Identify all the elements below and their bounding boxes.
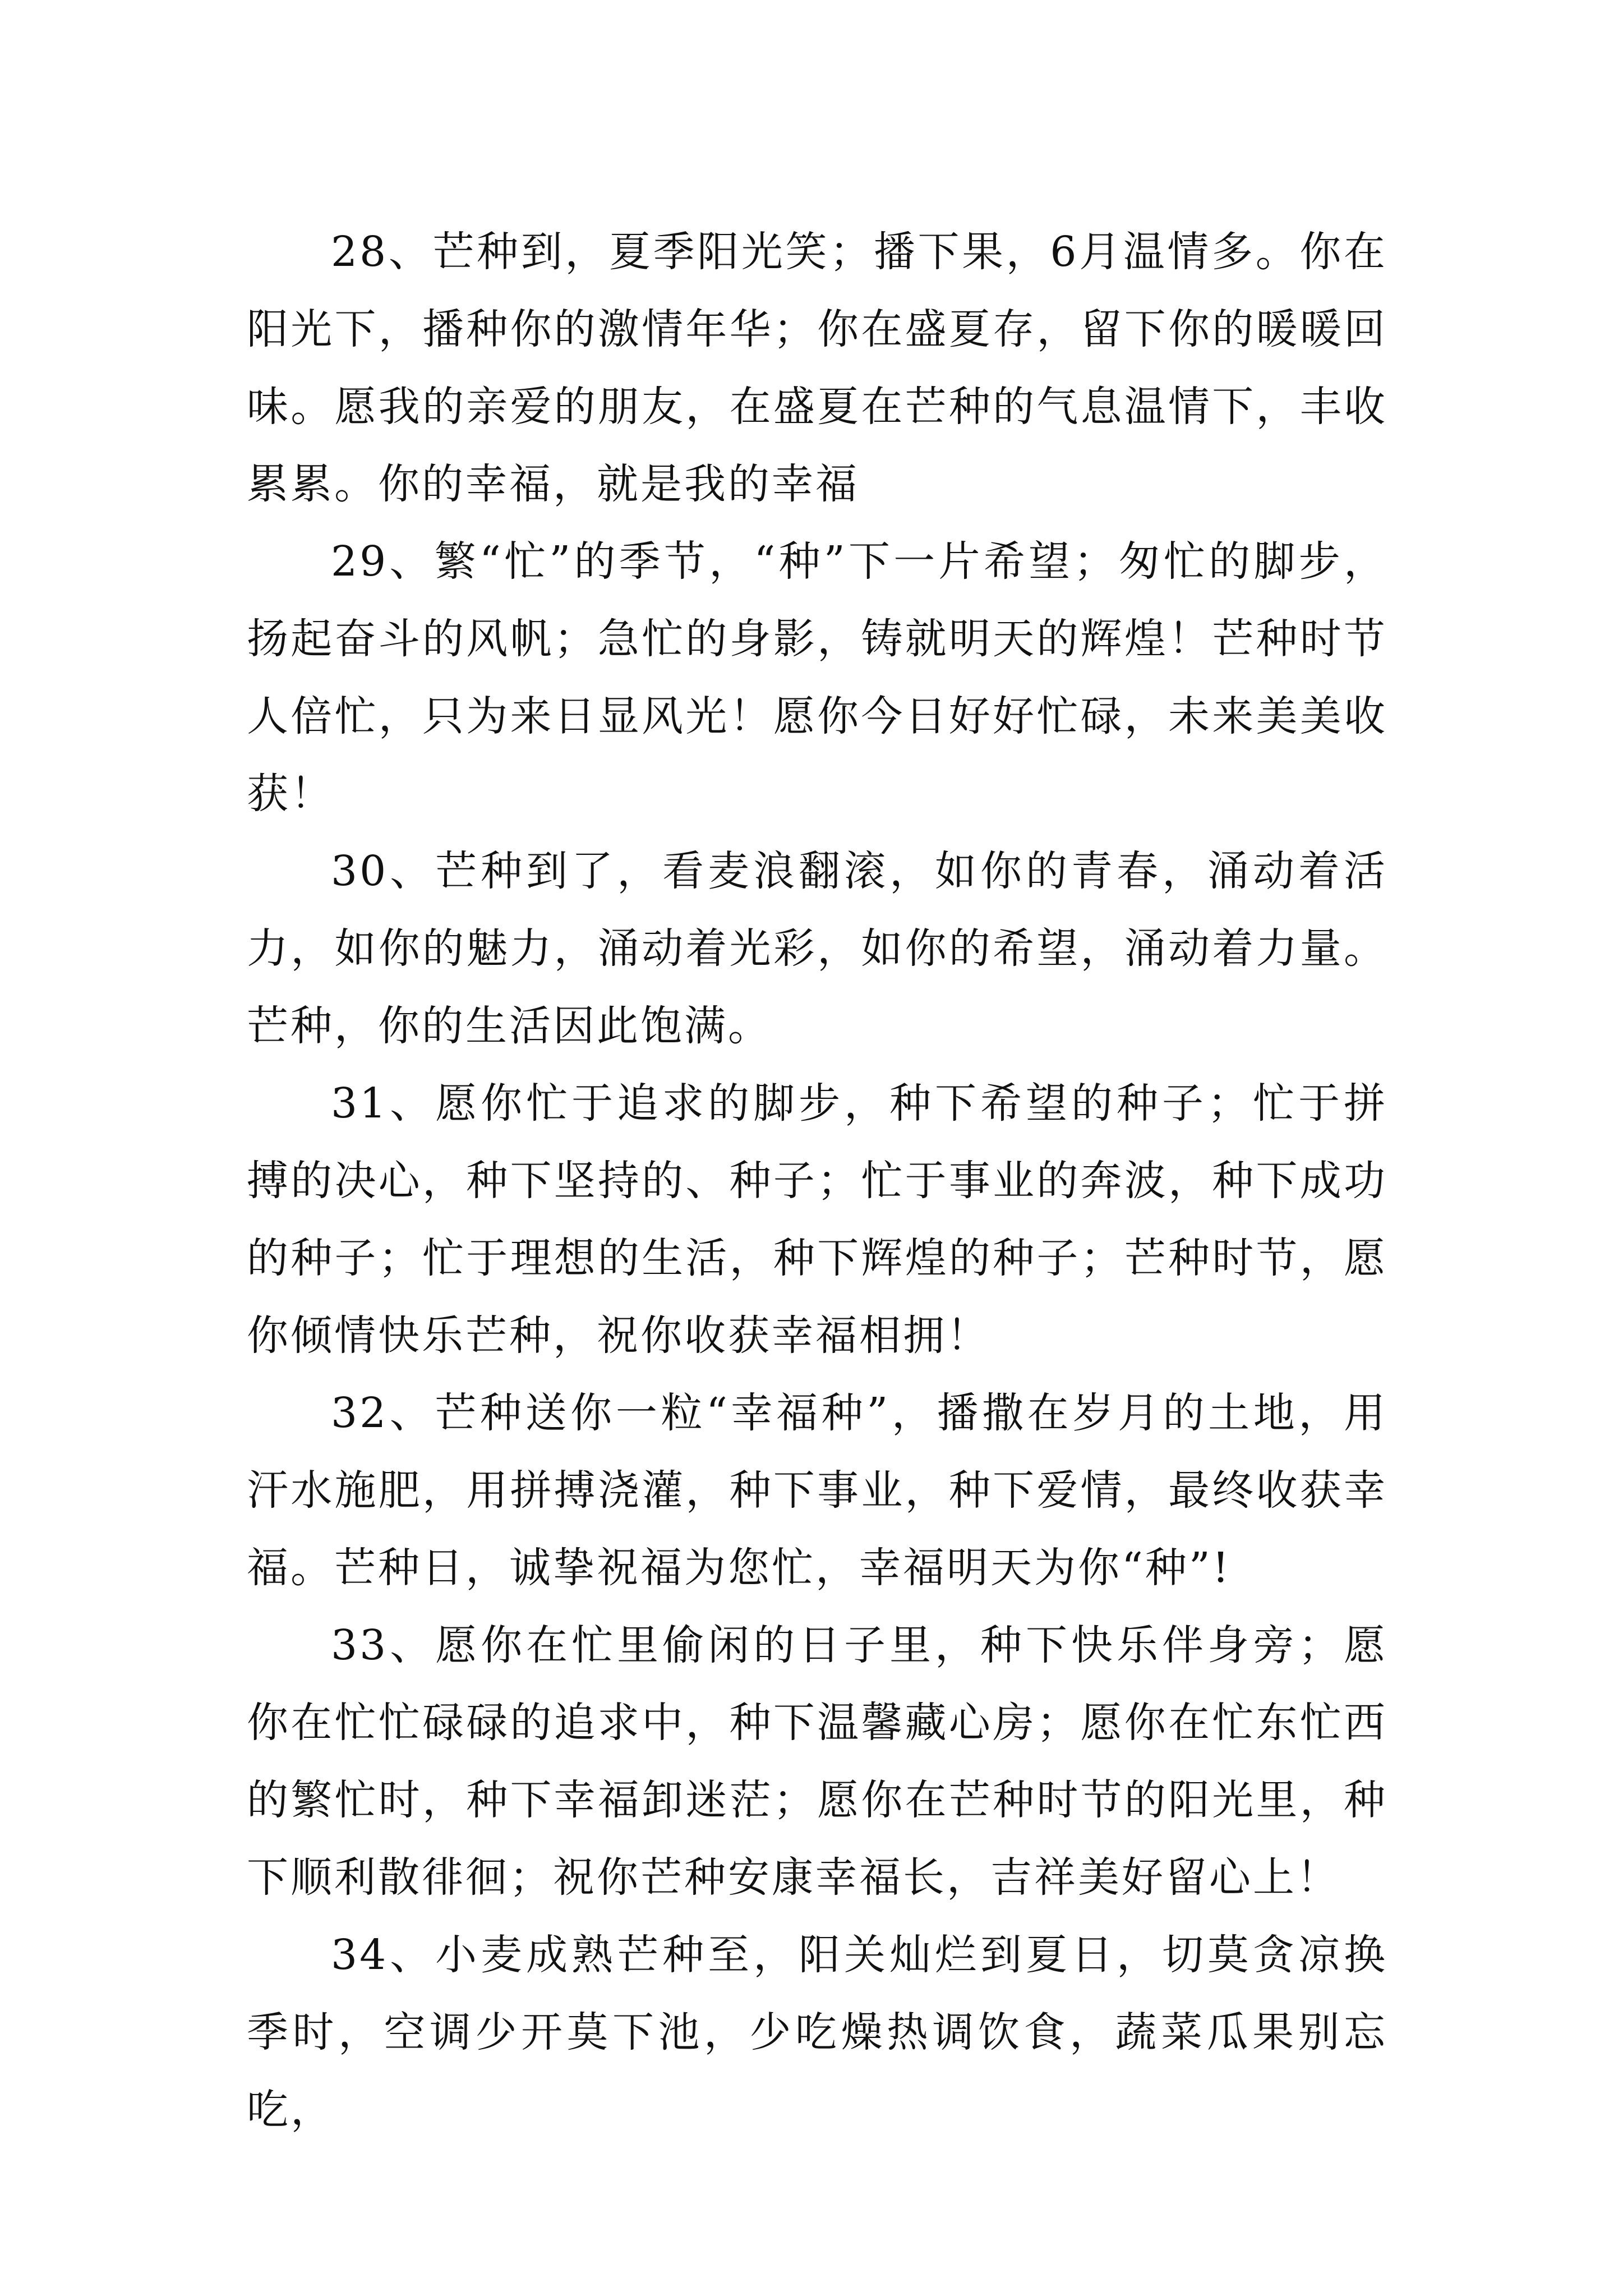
paragraph-34: 34、小麦成熟芒种至，阳关灿烂到夏日，切莫贪凉换季时，空调少开莫下池，少吃燥热调饮食，蔬菜瓜果别忘吃， — [247, 1931, 1387, 2134]
paragraph-32: 32、芒种送你一粒“幸福种”，播撒在岁月的土地，用汗水施肥，用拼搏浇灌，种下事业，种下爱情，最终收获幸福。芒种日，诚挚祝福为您忙，幸福明天为你“种”! — [247, 1389, 1387, 1592]
document-body — [247, 213, 1387, 2148]
paragraph-33: 33、愿你在忙里偷闲的日子里，种下快乐伴身旁；愿你在忙忙碌碌的追求中，种下温馨藏心房；愿你在忙东忙西的繁忙时，种下幸福卸迷茫；愿你在芒种时节的阳光里，种下顺利散徘徊；祝你芒种安康幸福长，吉祥美好留心上！ — [247, 1621, 1387, 1902]
paragraph-28: 28、芒种到，夏季阳光笑；播下果，6月温情多。你在阳光下，播种你的激情年华；你在盛夏存，留下你的暖暖回味。愿我的亲爱的朋友，在盛夏在芒种的气息温情下，丰收累累。你的幸福，就是我的幸福 — [247, 228, 1387, 508]
paragraph-31: 31、愿你忙于追求的脚步，种下希望的种子；忙于拼搏的决心，种下坚持的、种子；忙于事业的奔波，种下成功的种子；忙于理想的生活，种下辉煌的种子；芒种时节，愿你倾情快乐芒种，祝你收获幸福相拥！ — [247, 1079, 1387, 1360]
paragraph-29: 29、繁“忙”的季节，“种”下一片希望；匆忙的脚步，扬起奋斗的风帆；急忙的身影，铸就明天的辉煌！芒种时节人倍忙，只为来日显风光！愿你今日好好忙碌，未来美美收获！ — [247, 537, 1387, 818]
paragraph-30: 30、芒种到了，看麦浪翻滚，如你的青春，涌动着活力，如你的魅力，涌动着光彩，如你的希望，涌动着力量。芒种，你的生活因此饱满。 — [247, 847, 1387, 1050]
